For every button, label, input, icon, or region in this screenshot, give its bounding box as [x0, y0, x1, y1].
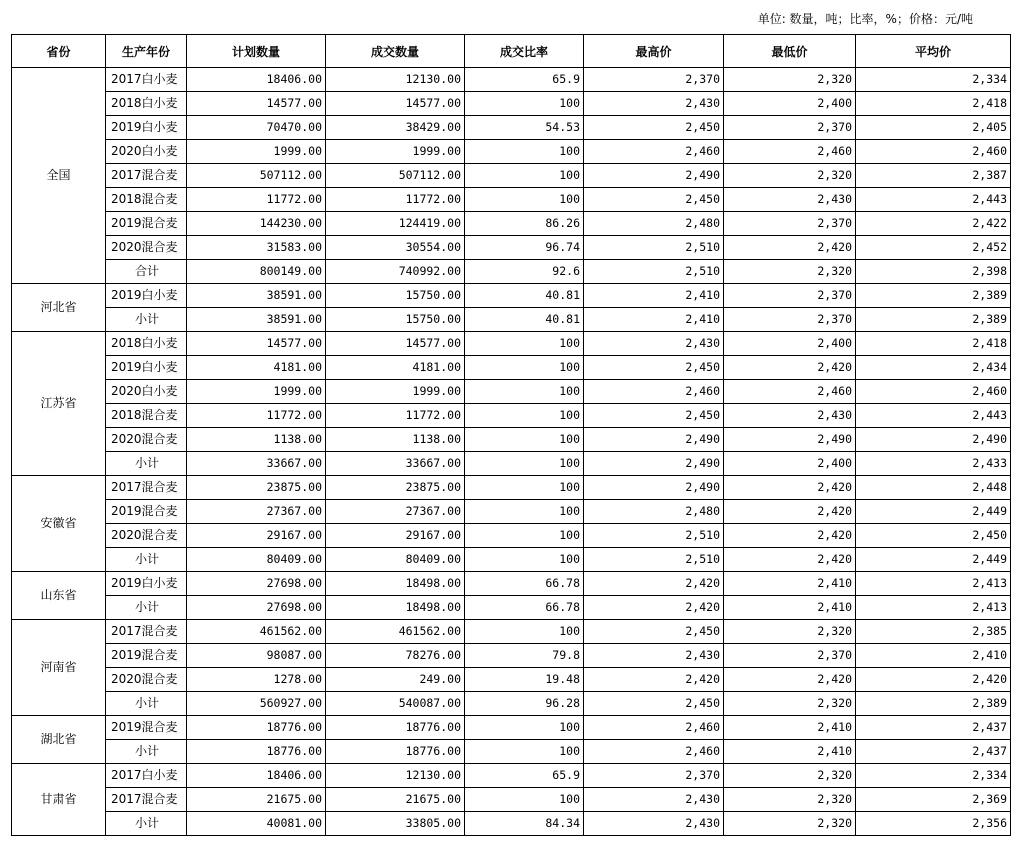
cell-province: 湖北省 [12, 716, 106, 764]
cell-deal-qty: 18776.00 [326, 716, 465, 740]
cell-avg-price: 2,334 [856, 68, 1011, 92]
table-body [12, 68, 1011, 836]
cell-max-price: 2,430 [584, 92, 724, 116]
cell-plan-qty: 27698.00 [187, 596, 326, 620]
header-year: 生产年份 [106, 35, 187, 68]
table-row [12, 140, 1011, 164]
cell-deal-rate: 96.28 [465, 692, 584, 716]
cell-min-price: 2,320 [724, 764, 856, 788]
cell-plan-qty: 31583.00 [187, 236, 326, 260]
cell-avg-price: 2,443 [856, 404, 1011, 428]
table-row [12, 668, 1011, 692]
cell-avg-price: 2,460 [856, 140, 1011, 164]
cell-deal-rate: 100 [465, 404, 584, 428]
cell-avg-price: 2,448 [856, 476, 1011, 500]
cell-deal-rate: 65.9 [465, 764, 584, 788]
table-row [12, 212, 1011, 236]
cell-year: 小计 [106, 596, 187, 620]
cell-plan-qty: 14577.00 [187, 332, 326, 356]
cell-min-price: 2,430 [724, 404, 856, 428]
cell-plan-qty: 4181.00 [187, 356, 326, 380]
cell-max-price: 2,410 [584, 284, 724, 308]
cell-min-price: 2,370 [724, 308, 856, 332]
cell-plan-qty: 27698.00 [187, 572, 326, 596]
cell-year: 小计 [106, 452, 187, 476]
cell-year: 2020混合麦 [106, 428, 187, 452]
cell-avg-price: 2,437 [856, 740, 1011, 764]
cell-avg-price: 2,450 [856, 524, 1011, 548]
cell-min-price: 2,400 [724, 332, 856, 356]
cell-max-price: 2,460 [584, 716, 724, 740]
cell-year: 2018白小麦 [106, 92, 187, 116]
table-row [12, 308, 1011, 332]
cell-deal-rate: 100 [465, 788, 584, 812]
cell-max-price: 2,460 [584, 380, 724, 404]
cell-province: 河北省 [12, 284, 106, 332]
cell-plan-qty: 21675.00 [187, 788, 326, 812]
cell-min-price: 2,320 [724, 812, 856, 836]
cell-avg-price: 2,434 [856, 356, 1011, 380]
cell-avg-price: 2,443 [856, 188, 1011, 212]
cell-deal-qty: 80409.00 [326, 548, 465, 572]
cell-deal-rate: 40.81 [465, 284, 584, 308]
cell-min-price: 2,410 [724, 716, 856, 740]
cell-deal-qty: 18498.00 [326, 596, 465, 620]
cell-plan-qty: 38591.00 [187, 284, 326, 308]
table-row [12, 236, 1011, 260]
cell-avg-price: 2,387 [856, 164, 1011, 188]
cell-deal-rate: 100 [465, 332, 584, 356]
cell-deal-rate: 100 [465, 188, 584, 212]
cell-deal-qty: 1999.00 [326, 140, 465, 164]
header-avg-price: 平均价 [856, 35, 1011, 68]
cell-year: 2017混合麦 [106, 476, 187, 500]
cell-max-price: 2,490 [584, 428, 724, 452]
cell-avg-price: 2,369 [856, 788, 1011, 812]
cell-plan-qty: 144230.00 [187, 212, 326, 236]
cell-max-price: 2,450 [584, 116, 724, 140]
cell-max-price: 2,490 [584, 452, 724, 476]
cell-max-price: 2,450 [584, 404, 724, 428]
cell-deal-qty: 14577.00 [326, 332, 465, 356]
cell-plan-qty: 461562.00 [187, 620, 326, 644]
unit-note: 单位: 数量，吨；比率，%；价格：元/吨 [757, 12, 973, 26]
cell-min-price: 2,430 [724, 188, 856, 212]
cell-deal-rate: 100 [465, 380, 584, 404]
cell-min-price: 2,320 [724, 788, 856, 812]
cell-deal-rate: 66.78 [465, 596, 584, 620]
cell-max-price: 2,410 [584, 308, 724, 332]
table-row [12, 596, 1011, 620]
cell-deal-rate: 65.9 [465, 68, 584, 92]
cell-max-price: 2,510 [584, 260, 724, 284]
cell-province: 江苏省 [12, 332, 106, 476]
table-row [12, 476, 1011, 500]
cell-max-price: 2,510 [584, 236, 724, 260]
table-row [12, 620, 1011, 644]
cell-year: 小计 [106, 812, 187, 836]
cell-deal-rate: 100 [465, 92, 584, 116]
cell-year: 2017白小麦 [106, 68, 187, 92]
table-row [12, 548, 1011, 572]
cell-max-price: 2,460 [584, 740, 724, 764]
cell-deal-qty: 15750.00 [326, 308, 465, 332]
cell-min-price: 2,420 [724, 236, 856, 260]
table-row [12, 644, 1011, 668]
table-row [12, 164, 1011, 188]
cell-deal-qty: 27367.00 [326, 500, 465, 524]
cell-max-price: 2,420 [584, 572, 724, 596]
cell-avg-price: 2,405 [856, 116, 1011, 140]
cell-plan-qty: 1138.00 [187, 428, 326, 452]
cell-min-price: 2,460 [724, 380, 856, 404]
cell-deal-rate: 100 [465, 500, 584, 524]
cell-deal-qty: 740992.00 [326, 260, 465, 284]
cell-avg-price: 2,389 [856, 284, 1011, 308]
table-row [12, 284, 1011, 308]
cell-province: 全国 [12, 68, 106, 284]
cell-deal-rate: 86.26 [465, 212, 584, 236]
cell-deal-rate: 19.48 [465, 668, 584, 692]
cell-min-price: 2,400 [724, 452, 856, 476]
cell-avg-price: 2,413 [856, 596, 1011, 620]
cell-deal-qty: 4181.00 [326, 356, 465, 380]
cell-plan-qty: 1999.00 [187, 140, 326, 164]
cell-deal-qty: 30554.00 [326, 236, 465, 260]
cell-year: 小计 [106, 308, 187, 332]
cell-max-price: 2,370 [584, 68, 724, 92]
cell-deal-qty: 507112.00 [326, 164, 465, 188]
cell-min-price: 2,370 [724, 212, 856, 236]
cell-year: 小计 [106, 548, 187, 572]
cell-max-price: 2,480 [584, 500, 724, 524]
cell-min-price: 2,320 [724, 620, 856, 644]
cell-plan-qty: 14577.00 [187, 92, 326, 116]
cell-deal-qty: 18776.00 [326, 740, 465, 764]
cell-year: 2020混合麦 [106, 668, 187, 692]
table-row [12, 812, 1011, 836]
cell-max-price: 2,430 [584, 644, 724, 668]
cell-max-price: 2,430 [584, 812, 724, 836]
cell-avg-price: 2,413 [856, 572, 1011, 596]
cell-min-price: 2,320 [724, 68, 856, 92]
cell-avg-price: 2,433 [856, 452, 1011, 476]
cell-max-price: 2,430 [584, 788, 724, 812]
cell-deal-qty: 124419.00 [326, 212, 465, 236]
header-min-price: 最低价 [724, 35, 856, 68]
cell-avg-price: 2,389 [856, 308, 1011, 332]
cell-year: 2017混合麦 [106, 620, 187, 644]
cell-avg-price: 2,418 [856, 92, 1011, 116]
cell-deal-rate: 100 [465, 164, 584, 188]
cell-year: 2017白小麦 [106, 764, 187, 788]
cell-min-price: 2,410 [724, 596, 856, 620]
cell-avg-price: 2,418 [856, 332, 1011, 356]
cell-plan-qty: 11772.00 [187, 188, 326, 212]
cell-deal-rate: 100 [465, 428, 584, 452]
table-row [12, 404, 1011, 428]
cell-deal-qty: 11772.00 [326, 188, 465, 212]
table-row [12, 380, 1011, 404]
header-plan-qty: 计划数量 [187, 35, 326, 68]
cell-deal-rate: 100 [465, 548, 584, 572]
cell-year: 2018混合麦 [106, 404, 187, 428]
cell-max-price: 2,370 [584, 764, 724, 788]
cell-min-price: 2,400 [724, 92, 856, 116]
cell-deal-rate: 96.74 [465, 236, 584, 260]
table-row [12, 692, 1011, 716]
cell-year: 2020白小麦 [106, 140, 187, 164]
cell-year: 2019白小麦 [106, 284, 187, 308]
cell-min-price: 2,420 [724, 476, 856, 500]
cell-deal-qty: 78276.00 [326, 644, 465, 668]
cell-avg-price: 2,356 [856, 812, 1011, 836]
cell-deal-rate: 100 [465, 476, 584, 500]
cell-plan-qty: 800149.00 [187, 260, 326, 284]
cell-year: 小计 [106, 740, 187, 764]
table-row [12, 788, 1011, 812]
cell-deal-rate: 100 [465, 140, 584, 164]
table-row [12, 68, 1011, 92]
cell-min-price: 2,370 [724, 284, 856, 308]
cell-avg-price: 2,449 [856, 500, 1011, 524]
header-max-price: 最高价 [584, 35, 724, 68]
cell-deal-qty: 38429.00 [326, 116, 465, 140]
cell-avg-price: 2,452 [856, 236, 1011, 260]
cell-min-price: 2,460 [724, 140, 856, 164]
cell-deal-qty: 461562.00 [326, 620, 465, 644]
cell-max-price: 2,460 [584, 140, 724, 164]
cell-max-price: 2,490 [584, 164, 724, 188]
cell-max-price: 2,450 [584, 692, 724, 716]
header-deal-qty: 成交数量 [326, 35, 465, 68]
cell-deal-qty: 29167.00 [326, 524, 465, 548]
table-row [12, 452, 1011, 476]
cell-deal-rate: 100 [465, 452, 584, 476]
table-row [12, 716, 1011, 740]
cell-max-price: 2,450 [584, 620, 724, 644]
table-row [12, 188, 1011, 212]
table-row [12, 356, 1011, 380]
header-deal-rate: 成交比率 [465, 35, 584, 68]
cell-year: 2017混合麦 [106, 788, 187, 812]
cell-min-price: 2,420 [724, 524, 856, 548]
cell-deal-rate: 92.6 [465, 260, 584, 284]
cell-deal-rate: 84.34 [465, 812, 584, 836]
cell-year: 2019白小麦 [106, 116, 187, 140]
cell-avg-price: 2,410 [856, 644, 1011, 668]
cell-min-price: 2,420 [724, 356, 856, 380]
cell-deal-rate: 66.78 [465, 572, 584, 596]
cell-plan-qty: 1999.00 [187, 380, 326, 404]
table-row [12, 740, 1011, 764]
cell-year: 2019混合麦 [106, 212, 187, 236]
cell-min-price: 2,420 [724, 668, 856, 692]
cell-deal-qty: 1138.00 [326, 428, 465, 452]
cell-province: 安徽省 [12, 476, 106, 572]
cell-avg-price: 2,437 [856, 716, 1011, 740]
cell-max-price: 2,420 [584, 668, 724, 692]
cell-deal-qty: 540087.00 [326, 692, 465, 716]
cell-max-price: 2,430 [584, 332, 724, 356]
cell-min-price: 2,410 [724, 740, 856, 764]
cell-year: 小计 [106, 692, 187, 716]
cell-plan-qty: 18776.00 [187, 716, 326, 740]
cell-deal-qty: 12130.00 [326, 764, 465, 788]
cell-deal-rate: 54.53 [465, 116, 584, 140]
cell-year: 2019白小麦 [106, 572, 187, 596]
table-row [12, 260, 1011, 284]
cell-min-price: 2,370 [724, 116, 856, 140]
cell-year: 2020白小麦 [106, 380, 187, 404]
cell-plan-qty: 11772.00 [187, 404, 326, 428]
cell-avg-price: 2,389 [856, 692, 1011, 716]
cell-deal-qty: 11772.00 [326, 404, 465, 428]
cell-year: 2019白小麦 [106, 356, 187, 380]
cell-deal-qty: 33805.00 [326, 812, 465, 836]
cell-avg-price: 2,422 [856, 212, 1011, 236]
cell-plan-qty: 98087.00 [187, 644, 326, 668]
cell-avg-price: 2,385 [856, 620, 1011, 644]
cell-plan-qty: 29167.00 [187, 524, 326, 548]
cell-max-price: 2,480 [584, 212, 724, 236]
table-row [12, 572, 1011, 596]
cell-max-price: 2,450 [584, 188, 724, 212]
cell-max-price: 2,510 [584, 548, 724, 572]
auction-results-table [11, 34, 1011, 836]
cell-plan-qty: 560927.00 [187, 692, 326, 716]
cell-avg-price: 2,460 [856, 380, 1011, 404]
table-row [12, 764, 1011, 788]
header-row [12, 35, 1011, 68]
table-row [12, 524, 1011, 548]
cell-province: 河南省 [12, 620, 106, 716]
cell-year: 2019混合麦 [106, 716, 187, 740]
table-row [12, 92, 1011, 116]
table-row [12, 428, 1011, 452]
cell-min-price: 2,370 [724, 644, 856, 668]
cell-max-price: 2,490 [584, 476, 724, 500]
cell-deal-rate: 100 [465, 620, 584, 644]
cell-min-price: 2,420 [724, 500, 856, 524]
cell-deal-qty: 249.00 [326, 668, 465, 692]
cell-deal-rate: 100 [465, 740, 584, 764]
cell-year: 2019混合麦 [106, 644, 187, 668]
cell-avg-price: 2,490 [856, 428, 1011, 452]
cell-max-price: 2,450 [584, 356, 724, 380]
cell-avg-price: 2,449 [856, 548, 1011, 572]
cell-min-price: 2,320 [724, 164, 856, 188]
cell-avg-price: 2,334 [856, 764, 1011, 788]
cell-plan-qty: 18406.00 [187, 764, 326, 788]
cell-plan-qty: 1278.00 [187, 668, 326, 692]
cell-min-price: 2,320 [724, 692, 856, 716]
cell-plan-qty: 507112.00 [187, 164, 326, 188]
cell-deal-rate: 100 [465, 356, 584, 380]
cell-plan-qty: 80409.00 [187, 548, 326, 572]
cell-deal-qty: 1999.00 [326, 380, 465, 404]
cell-deal-qty: 18498.00 [326, 572, 465, 596]
table-row [12, 332, 1011, 356]
cell-deal-qty: 21675.00 [326, 788, 465, 812]
cell-plan-qty: 38591.00 [187, 308, 326, 332]
cell-min-price: 2,410 [724, 572, 856, 596]
cell-province: 山东省 [12, 572, 106, 620]
cell-deal-rate: 79.8 [465, 644, 584, 668]
cell-deal-qty: 12130.00 [326, 68, 465, 92]
cell-avg-price: 2,420 [856, 668, 1011, 692]
cell-min-price: 2,320 [724, 260, 856, 284]
cell-max-price: 2,510 [584, 524, 724, 548]
cell-plan-qty: 40081.00 [187, 812, 326, 836]
table-row [12, 500, 1011, 524]
cell-plan-qty: 33667.00 [187, 452, 326, 476]
cell-plan-qty: 18406.00 [187, 68, 326, 92]
cell-deal-rate: 100 [465, 716, 584, 740]
cell-plan-qty: 70470.00 [187, 116, 326, 140]
cell-plan-qty: 27367.00 [187, 500, 326, 524]
cell-year: 2020混合麦 [106, 236, 187, 260]
cell-max-price: 2,420 [584, 596, 724, 620]
cell-plan-qty: 18776.00 [187, 740, 326, 764]
cell-year: 2020混合麦 [106, 524, 187, 548]
cell-min-price: 2,490 [724, 428, 856, 452]
cell-province: 甘肃省 [12, 764, 106, 836]
cell-year: 2017混合麦 [106, 164, 187, 188]
cell-deal-qty: 14577.00 [326, 92, 465, 116]
cell-avg-price: 2,398 [856, 260, 1011, 284]
table-row [12, 116, 1011, 140]
cell-deal-qty: 15750.00 [326, 284, 465, 308]
cell-year: 合计 [106, 260, 187, 284]
cell-deal-rate: 40.81 [465, 308, 584, 332]
cell-year: 2018混合麦 [106, 188, 187, 212]
header-province: 省份 [12, 35, 106, 68]
cell-year: 2018白小麦 [106, 332, 187, 356]
cell-plan-qty: 23875.00 [187, 476, 326, 500]
cell-deal-qty: 23875.00 [326, 476, 465, 500]
cell-min-price: 2,420 [724, 548, 856, 572]
cell-year: 2019混合麦 [106, 500, 187, 524]
cell-deal-qty: 33667.00 [326, 452, 465, 476]
cell-deal-rate: 100 [465, 524, 584, 548]
